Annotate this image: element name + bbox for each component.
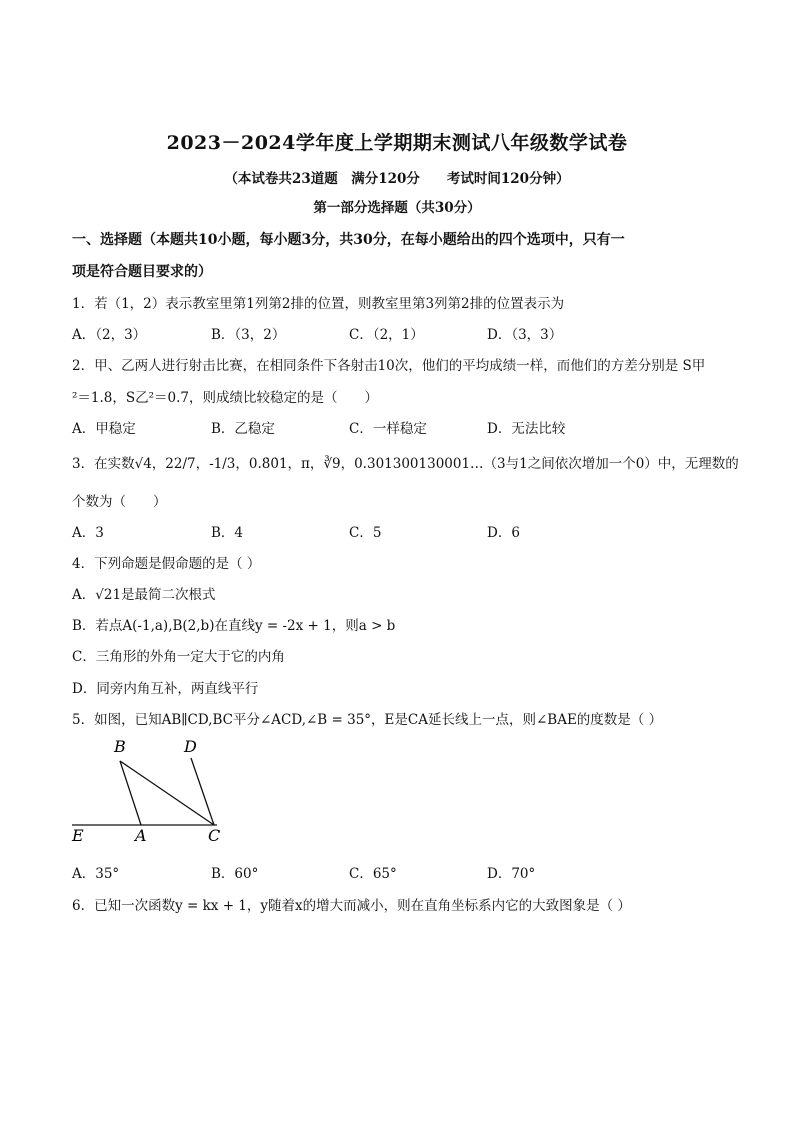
q2-option-d: D．无法比较: [487, 421, 566, 437]
q2-option-b: B．乙稳定: [211, 421, 275, 437]
question-2-stem-line1: 2．甲、乙两人进行射击比赛，在相同条件下各射击10次，他们的平均成绩一样，而他们的方差分别是 S甲: [72, 358, 706, 374]
question-5-stem: 5．如图，已知AB∥CD,BC平分∠ACD,∠B = 35°，E是CA延长线上一点，则∠BAE的度数是（ ）: [72, 712, 663, 728]
q1-option-a: A．（2，3）: [72, 327, 147, 343]
q4-option-b: B．若点A(-1,a),B(2,b)在直线y = -2x + 1，则a > b: [72, 618, 396, 634]
question-3-stem-line2: 个数为（ ）: [72, 494, 167, 510]
segment-dc: [191, 758, 214, 825]
label-d: D: [184, 737, 197, 756]
q5-option-a: A．35°: [72, 866, 120, 882]
q1-option-b: B．（3，2）: [211, 327, 286, 343]
q2-option-c: C．一样稳定: [349, 421, 427, 437]
label-a: A: [135, 826, 147, 845]
q5-option-d: D．70°: [487, 866, 536, 882]
question-2-stem-line2: ²＝1.8，S乙²＝0.7，则成绩比较稳定的是（ ）: [72, 390, 379, 406]
q1-option-c: C．（2，1）: [349, 327, 424, 343]
question-6-stem: 6．已知一次函数y = kx + 1，y随着x的增大而减小，则在直角坐标系内它的大致图象是（ ）: [72, 898, 631, 914]
q3-option-b: B．4: [211, 525, 244, 541]
q3-option-c: C．5: [349, 525, 382, 541]
question-1-stem: 1．若（1，2）表示教室里第1列第2排的位置，则教室里第3列第2排的位置表示为: [72, 296, 565, 312]
part-title: 第一部分选择题（共30分）: [313, 200, 481, 216]
section-header-line1: 一、选择题（本题共10小题，每小题3分，共30分，在每小题给出的四个选项中，只有一: [72, 232, 625, 248]
question-3-stem-line1: 3．在实数√4，22/7，-1/3，0.8̇0̇1，π，∛9，0.301300130001…（3与1之间依次增加一个0）中，无理数的: [72, 456, 739, 472]
exam-subtitle: （本试卷共23道题 满分120分 考试时间120分钟）: [224, 171, 570, 187]
geometry-figure: [70, 736, 240, 846]
q4-option-d: D．同旁内角互补，两直线平行: [72, 681, 259, 697]
q5-option-c: C．65°: [349, 866, 397, 882]
segment-ba: [120, 761, 141, 825]
label-e: E: [72, 826, 84, 845]
q4-option-a: A．√21是最简二次根式: [72, 587, 216, 603]
label-b: B: [114, 737, 126, 756]
segment-bc: [120, 761, 214, 825]
q5-option-b: B．60°: [211, 866, 259, 882]
q1-option-d: D．（3，3）: [487, 327, 563, 343]
section-header-line2: 项是符合题目要求的）: [72, 264, 212, 280]
q4-option-c: C．三角形的外角一定大于它的内角: [72, 649, 285, 665]
q3-option-d: D．6: [487, 525, 520, 541]
label-c: C: [208, 826, 221, 845]
q2-option-a: A．甲稳定: [72, 421, 136, 437]
exam-title: 2023－2024学年度上学期期末测试八年级数学试卷: [166, 132, 628, 154]
question-4-stem: 4．下列命题是假命题的是（ ）: [72, 556, 261, 572]
q3-option-a: A．3: [72, 525, 104, 541]
